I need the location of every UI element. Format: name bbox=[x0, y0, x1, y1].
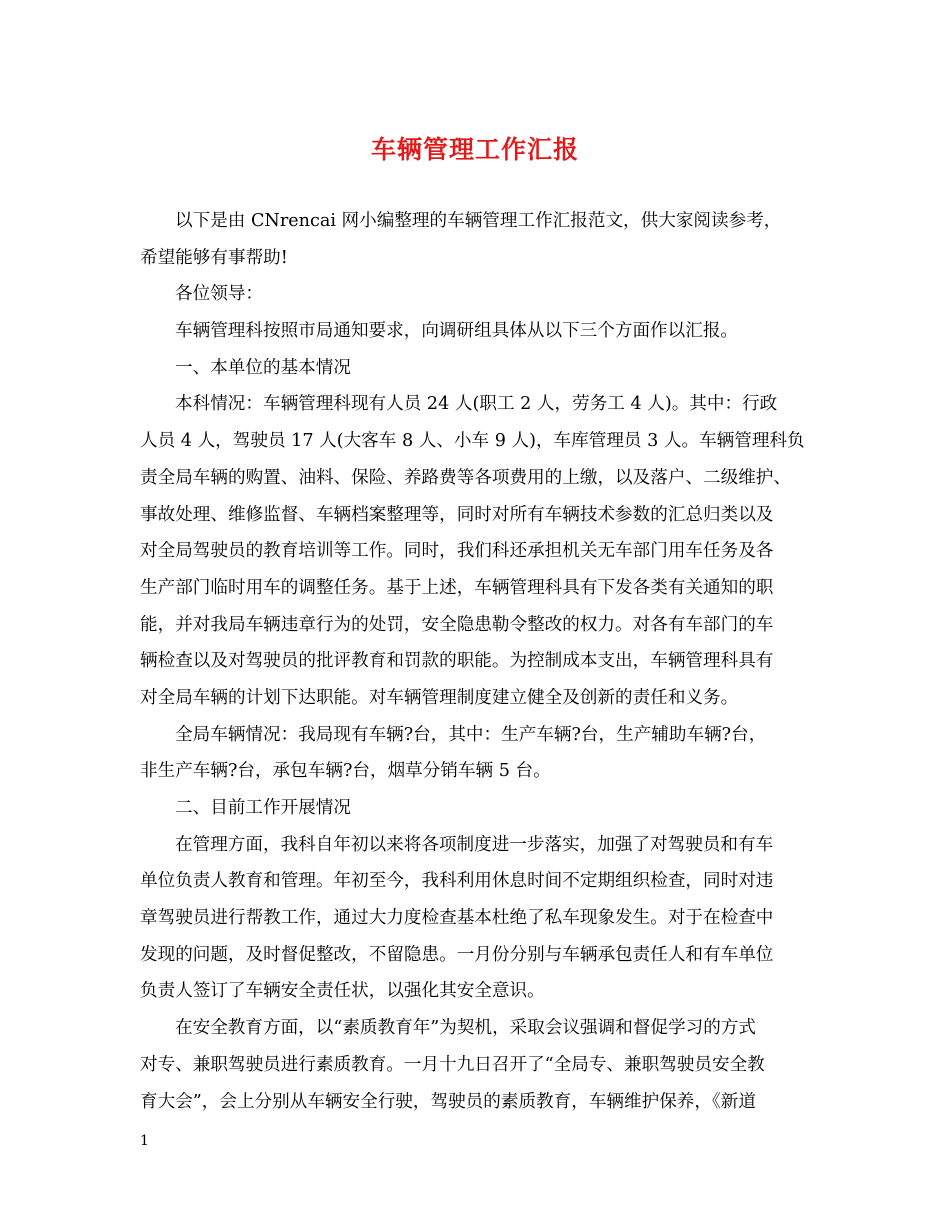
body-line: 育大会”，会上分别从车辆安全行驶，驾驶员的素质教育，车辆维护保养，《新道 bbox=[140, 1091, 756, 1112]
body-line: 本科情况：车辆管理科现有人员 24 人(职工 2 人，劳务工 4 人)。其中：行政 bbox=[175, 394, 778, 415]
body-line: 事故处理、维修监督、车辆档案整理等，同时对所有车辆技术参数的汇总归类以及 bbox=[140, 504, 774, 525]
document-title: 车辆管理工作汇报 bbox=[370, 135, 579, 164]
body-line: 单位负责人教育和管理。年初至今，我科利用休息时间不定期组织检查，同时对违 bbox=[140, 871, 774, 892]
page-number: 1 bbox=[140, 1133, 149, 1149]
body-line: 对全局驾驶员的教育培训等工作。同时，我们科还承担机关无车部门用车任务及各 bbox=[140, 541, 774, 562]
document-body bbox=[140, 203, 812, 1120]
body-line: 人员 4 人，驾驶员 17 人(大客车 8 人、小车 9 人)，车库管理员 3 人。车辆管理科负 bbox=[140, 431, 805, 452]
body-line: 章驾驶员进行帮教工作，通过大力度检查基本杜绝了私车现象发生。对于在检查中 bbox=[140, 908, 774, 929]
body-line: 责全局车辆的购置、油料、保险、养路费等各项费用的上缴，以及落户、二级维护、 bbox=[140, 467, 791, 488]
body-line: 发现的问题，及时督促整改，不留隐患。一月份分别与车辆承包责任人和有车单位 bbox=[140, 944, 774, 965]
body-line: 对专、兼职驾驶员进行素质教育。一月十九日召开了“全局专、兼职驾驶员安全教 bbox=[140, 1054, 765, 1075]
body-line: 希望能够有事帮助! bbox=[140, 247, 288, 268]
body-line: 非生产车辆?台，承包车辆?台，烟草分销车辆 5 台。 bbox=[140, 761, 551, 782]
body-line: 以下是由 CNrencai 网小编整理的车辆管理工作汇报范文，供大家阅读参考， bbox=[175, 211, 782, 231]
body-line: 在安全教育方面，以“素质教育年”为契机，采取会议强调和督促学习的方式 bbox=[175, 1018, 756, 1039]
body-line: 二、目前工作开展情况 bbox=[175, 798, 351, 818]
body-line: 车辆管理科按照市局通知要求，向调研组具体从以下三个方面作以汇报。 bbox=[175, 321, 739, 342]
body-line: 负责人签订了车辆安全责任状，以强化其安全意识。 bbox=[140, 981, 545, 1002]
body-line: 辆检查以及对驾驶员的批评教育和罚款的职能。为控制成本支出，车辆管理科具有 bbox=[140, 651, 774, 672]
body-line: 各位领导： bbox=[175, 284, 263, 305]
body-line: 一、本单位的基本情况 bbox=[175, 357, 351, 378]
body-line: 生产部门临时用车的调整任务。基于上述，车辆管理科具有下发各类有关通知的职 bbox=[140, 577, 774, 598]
body-line: 对全局车辆的计划下达职能。对车辆管理制度建立健全及创新的责任和义务。 bbox=[140, 687, 739, 708]
body-line: 在管理方面，我科自年初以来将各项制度进一步落实，加强了对驾驶员和有车 bbox=[175, 834, 774, 855]
body-line: 能，并对我局车辆违章行为的处罚，安全隐患勒令整改的权力。对各有车部门的车 bbox=[140, 614, 774, 635]
body-line: 全局车辆情况：我局现有车辆?台，其中：生产车辆?台，生产辅助车辆?台， bbox=[175, 724, 767, 745]
